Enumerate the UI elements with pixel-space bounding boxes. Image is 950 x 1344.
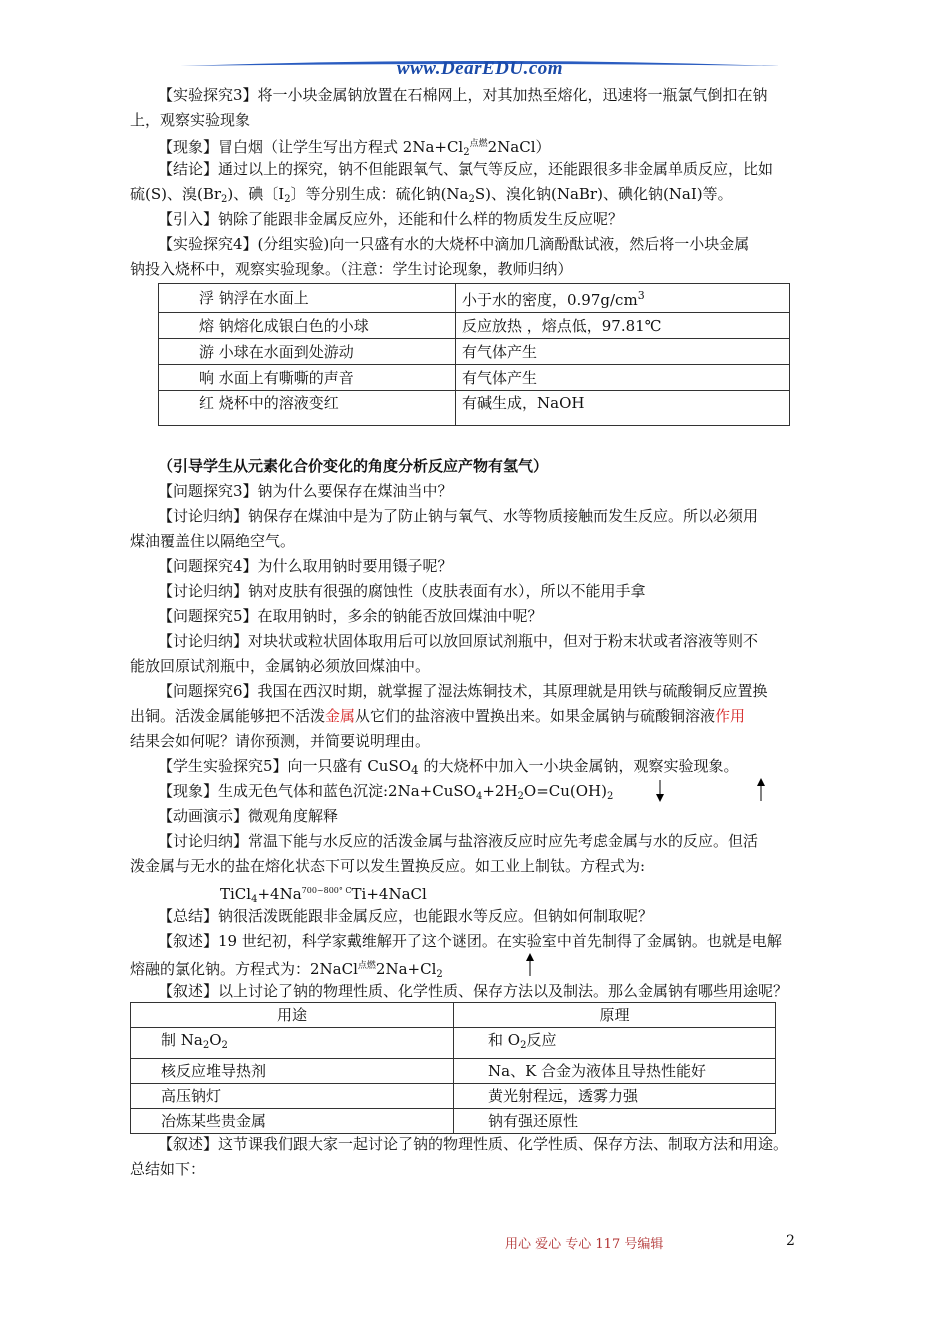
text-line: 上，观察实验现象 xyxy=(130,111,251,129)
text-line: 【讨论归纳】钠对皮肤有很强的腐蚀性（皮肤表面有水），所以不能用手拿 xyxy=(158,582,646,600)
highlight-text: 作用 xyxy=(715,707,746,725)
table-row xyxy=(159,284,790,313)
text-line: 煤油覆盖住以隔绝空气。 xyxy=(130,532,296,550)
text-fragment: 硫(S)、溴(Br xyxy=(130,185,222,203)
subscript: 2 xyxy=(284,194,291,205)
text-fragment: TiCl xyxy=(220,885,252,903)
text-line: 【叙述】19 世纪初，科学家戴维解开了这个谜团。在实验室中首先制得了金属钠。也就是电解 xyxy=(158,932,782,950)
text-fragment: +4Na xyxy=(257,885,302,903)
table-cell: 有碱生成，NaOH xyxy=(456,391,790,426)
text-line: 结果会如何呢？请你预测，并简要说明理由。 xyxy=(130,732,431,750)
table-row xyxy=(131,1084,776,1109)
table-cell: 高压钠灯 xyxy=(131,1084,454,1109)
text-fragment: 【现象】冒白烟（让学生写出方程式 2Na+Cl xyxy=(158,138,464,156)
text-line: 【问题探究4】为什么取用钠时要用镊子呢？ xyxy=(158,557,453,575)
table-cell: 响 水面上有嘶嘶的声音 xyxy=(159,365,456,391)
subscript: 4 xyxy=(475,791,483,802)
site-header xyxy=(180,52,780,82)
text-fragment: O xyxy=(209,1031,222,1049)
text-line: 【问题探究6】我国在西汉时期，就掌握了湿法炼铜技术，其原理就是用铁与硫酸铜反应置换 xyxy=(158,682,768,700)
text-line: 泼金属与无水的盐在熔化状态下可以发生置换反应。如工业上制钛。方程式为: xyxy=(130,857,646,875)
text-line: 【讨论归纳】钠保存在煤油中是为了防止钠与氧气、水等物质接触而发生反应。所以必须用 xyxy=(158,507,759,525)
precipitate-arrow-icon xyxy=(654,780,666,804)
text-line: 能放回原试剂瓶中，金属钠必须放回煤油中。 xyxy=(130,657,431,675)
text-line: 【结论】通过以上的探究，钠不但能跟氧气、氯气等反应，还能跟很多非金属单质反应，比如 xyxy=(158,160,774,178)
guide-text: （引导学生从元素化合价变化的角度分析反应产物有氢气） xyxy=(158,457,549,475)
text-line: 【动画演示】微观角度解释 xyxy=(158,807,339,825)
table-cell: 游 小球在水面到处游动 xyxy=(159,339,456,365)
table-cell: 浮 钠浮在水面上 xyxy=(159,284,456,313)
table-header-row xyxy=(131,1003,776,1028)
gas-arrow-icon xyxy=(524,952,536,976)
table-cell: 红 烧杯中的溶液变红 xyxy=(159,391,456,426)
subscript: 2 xyxy=(517,791,524,802)
table-row xyxy=(159,391,790,426)
table-header-cell: 原理 xyxy=(454,1003,776,1028)
site-url: www.DearEDU.com xyxy=(396,58,564,79)
text-line: 【问题探究5】在取用钠时，多余的钠能否放回煤油中呢？ xyxy=(158,607,543,625)
subscript: 4 xyxy=(411,763,419,777)
table-cell: Na、K 合金为液体且导热性能好 xyxy=(454,1059,776,1084)
table-cell: 钠有强还原性 xyxy=(454,1109,776,1134)
table-cell xyxy=(456,284,790,313)
table-cell xyxy=(454,1028,776,1059)
table-cell: 黄光射程远，透雾力强 xyxy=(454,1084,776,1109)
text-fragment: 〕等分别生成：硫化钠(Na xyxy=(290,185,469,203)
text-fragment: Ti+4NaCl xyxy=(351,885,427,903)
text-line: 【实验探究3】将一小块金属钠放置在石棉网上，对其加热至熔化，迅速将一瓶氯气倒扣在钠 xyxy=(158,86,768,104)
text-line: 【引入】钠除了能跟非金属反应外，还能和什么样的物质发生反应呢？ xyxy=(158,210,624,228)
text-fragment: 的大烧杯中加入一小块金属钠，观察实验现象。 xyxy=(418,757,739,775)
text-fragment: 小于水的密度，0.97g/cm xyxy=(462,291,638,309)
subscript: 2 xyxy=(202,1040,210,1051)
table-cell: 冶炼某些贵金属 xyxy=(131,1109,454,1134)
text-line: 总结如下： xyxy=(130,1160,206,1178)
condition-label: 700~800° C xyxy=(301,886,352,895)
footer-note: 用心 爱心 专心 117 号编辑 xyxy=(505,1237,664,1252)
table-row xyxy=(131,1059,776,1084)
text-fragment: )、碘〔I xyxy=(227,185,285,203)
text-line: 【叙述】以上讨论了钠的物理性质、化学性质、保存方法以及制法。那么金属钠有哪些用途呢？ xyxy=(158,982,789,1000)
superscript: 3 xyxy=(637,289,645,302)
table-header-cell: 用途 xyxy=(131,1003,454,1028)
text-line: 【总结】钠很活泼既能跟非金属反应，也能跟水等反应。但钠如何制取呢？ xyxy=(158,907,654,925)
table-row xyxy=(159,365,790,391)
table-cell: 熔 钠熔化成银白色的小球 xyxy=(159,313,456,339)
subscript: 2 xyxy=(607,791,614,802)
gas-arrow-icon xyxy=(755,777,767,801)
text-fragment: 制 Na xyxy=(161,1031,203,1049)
table-row xyxy=(131,1109,776,1134)
table-cell: 反应放热 ，熔点低，97.81℃ xyxy=(456,313,790,339)
text-line: 【问题探究3】钠为什么要保存在煤油当中？ xyxy=(158,482,453,500)
text-fragment: 2Na+Cl xyxy=(375,960,437,978)
table-row xyxy=(159,313,790,339)
text-fragment: O=Cu(OH) xyxy=(523,782,607,800)
text-line: 【叙述】这节课我们跟大家一起讨论了钠的物理性质、化学性质、保存方法、制取方法和用途。 xyxy=(158,1135,789,1153)
subscript: 2 xyxy=(520,1040,527,1051)
table-cell: 核反应堆导热剂 xyxy=(131,1059,454,1084)
text-fragment: 出铜。活泼金属能够把不活泼 xyxy=(130,707,326,725)
condition-label: 点燃 xyxy=(357,961,376,971)
subscript: 2 xyxy=(468,194,475,205)
text-line: 【讨论归纳】对块状或粒状固体取用后可以放回原试剂瓶中，但对于粉末状或者溶液等则不 xyxy=(158,632,759,650)
subscript: 2 xyxy=(221,194,228,205)
text-line: 钠投入烧杯中，观察实验现象。（注意：学生讨论现象，教师归纳） xyxy=(130,260,573,278)
phenomenon-table xyxy=(158,283,790,426)
text-line: 【实验探究4】(分组实验)向一只盛有水的大烧杯中滴加几滴酚酞试液，然后将一小块金属 xyxy=(158,235,750,253)
highlight-text: 金属 xyxy=(325,707,356,725)
text-fragment: 2NaCl） xyxy=(487,138,551,156)
subscript: 2 xyxy=(221,1040,228,1051)
condition-label: 点燃 xyxy=(469,139,488,149)
subscript: 4 xyxy=(251,894,258,905)
text-line xyxy=(158,780,613,808)
text-fragment: 反应 xyxy=(526,1031,557,1049)
text-fragment: 【现象】生成无色气体和蓝色沉淀:2Na+CuSO xyxy=(158,782,476,800)
table-cell xyxy=(131,1028,454,1059)
table-cell: 有气体产生 xyxy=(456,339,790,365)
text-line: 【讨论归纳】常温下能与水反应的活泼金属与盐溶液反应时应先考虑金属与水的反应。但活 xyxy=(158,832,759,850)
text-line xyxy=(130,705,745,727)
text-fragment: +2H xyxy=(482,782,518,800)
text-fragment: S)、溴化钠(NaBr)、碘化钠(NaI)等。 xyxy=(474,185,733,203)
text-fragment: 和 O xyxy=(488,1031,521,1049)
page-number: 2 xyxy=(786,1233,795,1249)
table-row xyxy=(131,1028,776,1059)
text-line xyxy=(158,755,738,781)
subscript: 2 xyxy=(463,147,470,158)
table-row xyxy=(159,339,790,365)
text-fragment: 【学生实验探究5】向一只盛有 CuSO xyxy=(158,757,412,775)
uses-table xyxy=(130,1002,776,1134)
text-line xyxy=(130,183,733,211)
text-fragment: 熔融的氯化钠。方程式为：2NaCl xyxy=(130,960,358,978)
table-cell: 有气体产生 xyxy=(456,365,790,391)
subscript: 2 xyxy=(436,969,443,980)
text-fragment: 从它们的盐溶液中置换出来。如果金属钠与硫酸铜溶液 xyxy=(355,707,716,725)
